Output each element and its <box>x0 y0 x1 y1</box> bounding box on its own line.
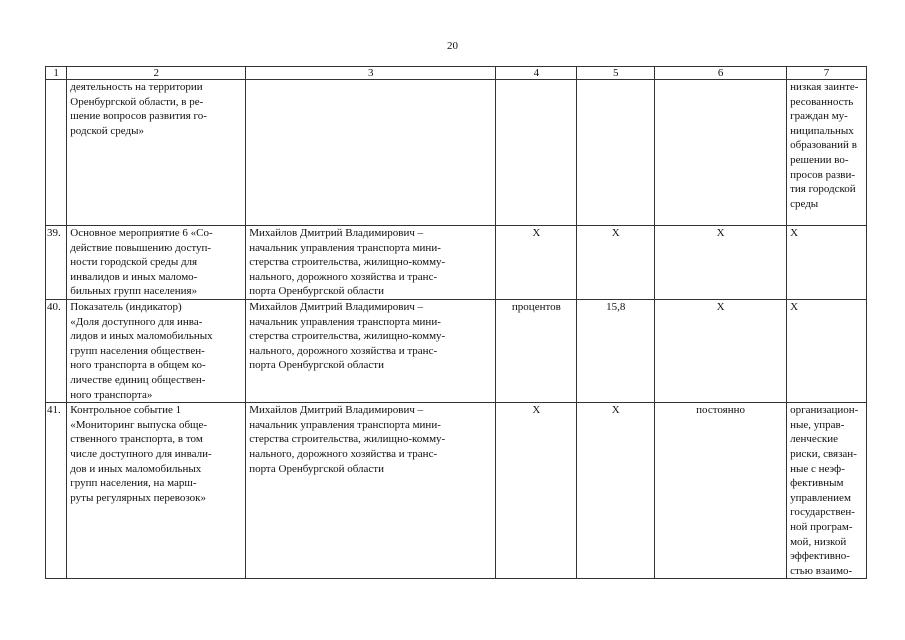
row-risks: организацион- ные, управ- ленческие риски, связан- ные с неэф- фективным управлением государствен- ной програм- мой, низкой эффективно- стью взаимо- <box>787 403 867 579</box>
row-risks: Х <box>787 300 867 403</box>
row-risks: Х <box>787 226 867 300</box>
row-number <box>46 80 67 226</box>
row-unit <box>496 80 577 226</box>
column-header-7: 7 <box>787 67 867 80</box>
row-name: Основное мероприятие 6 «Со- действие повышению доступ- ности городской среды для инвалидов и иных маломо- бильных групп населения» <box>67 226 246 300</box>
row-responsible <box>246 80 496 226</box>
column-header-2: 2 <box>67 67 246 80</box>
column-header-1: 1 <box>46 67 67 80</box>
row-term <box>655 80 787 226</box>
table-row-continued <box>46 80 867 226</box>
row-term: Х <box>655 226 787 300</box>
row-number: 41. <box>46 403 67 579</box>
row-name: деятельность на территории Оренбургской области, в ре- шение вопросов развития го- родской среды» <box>67 80 246 226</box>
row-unit: Х <box>496 403 577 579</box>
row-value <box>577 80 655 226</box>
row-responsible: Михайлов Дмитрий Владимирович – начальник управления транспорта мини- стерства строительства, жилищно-комму- нального, дорожного хозяйства и транс- порта Оренбургской области <box>246 226 496 300</box>
row-term: постоянно <box>655 403 787 579</box>
row-number: 40. <box>46 300 67 403</box>
row-term: Х <box>655 300 787 403</box>
column-number-header-row <box>46 67 867 80</box>
row-unit: Х <box>496 226 577 300</box>
row-value: Х <box>577 403 655 579</box>
row-name: Контрольное событие 1 «Мониторинг выпуска обще- ственного транспорта, в том числе доступного для инвали- дов и иных маломобильных групп населения, на марш- руты регулярных перевозок» <box>67 403 246 579</box>
column-header-3: 3 <box>246 67 496 80</box>
row-unit: процентов <box>496 300 577 403</box>
column-header-5: 5 <box>577 67 655 80</box>
row-value: Х <box>577 226 655 300</box>
row-responsible: Михайлов Дмитрий Владимирович – начальник управления транспорта мини- стерства строительства, жилищно-комму- нального, дорожного хозяйства и транс- порта Оренбургской области <box>246 300 496 403</box>
column-header-6: 6 <box>655 67 787 80</box>
row-number: 39. <box>46 226 67 300</box>
row-responsible: Михайлов Дмитрий Владимирович – начальник управления транспорта мини- стерства строительства, жилищно-комму- нального, дорожного хозяйства и транс- порта Оренбургской области <box>246 403 496 579</box>
column-header-4: 4 <box>496 67 577 80</box>
row-value: 15,8 <box>577 300 655 403</box>
row-risks: низкая заинте- ресованность граждан му- ниципальных образований в решении во- просов разви- тия городской среды <box>787 80 867 226</box>
table-row-41 <box>46 403 867 579</box>
table-row-40 <box>46 300 867 403</box>
page-number: 20 <box>447 40 458 52</box>
table-row-39 <box>46 226 867 300</box>
program-table <box>45 66 867 579</box>
row-name: Показатель (индикатор) «Доля доступного для инва- лидов и иных маломобильных групп населения обществен- ного транспорта в общем ко- личестве единиц обществен- ного транспорта» <box>67 300 246 403</box>
